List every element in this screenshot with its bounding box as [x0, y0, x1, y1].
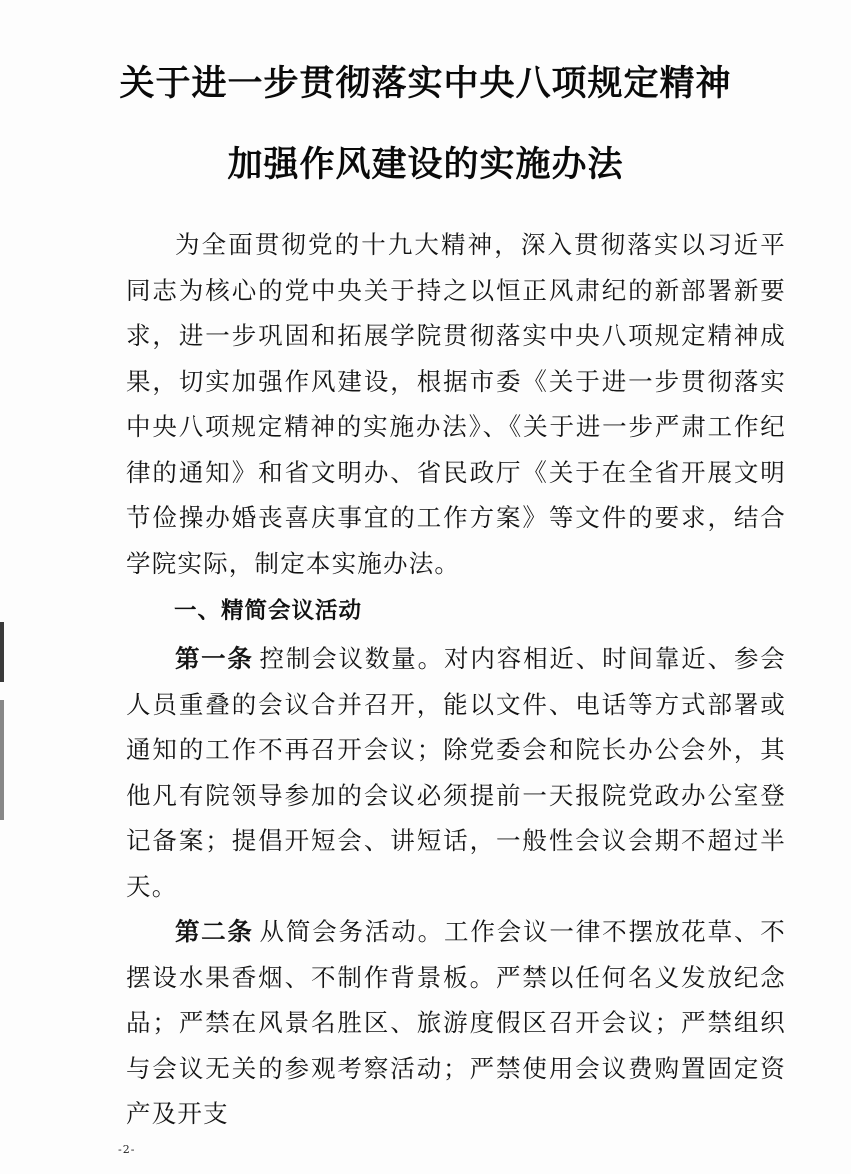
article-1-label: 第一条 — [175, 644, 254, 673]
article-2-text: 从简会务活动。工作会议一律不摆放花草、不摆设水果香烟、不制作背景板。严禁以任何名义发放纪念品；严禁在风景名胜区、旅游度假区召开会议；严禁组织与会议无关的参观考察活动；严禁使用会议费购置固定资产及开支 — [126, 917, 787, 1128]
document-title-line-1: 关于进一步贯彻落实中央八项规定精神 — [119, 64, 732, 104]
article-2-label: 第二条 — [175, 917, 254, 946]
document-title-line-2: 加强作风建设的实施办法 — [227, 145, 624, 185]
intro-paragraph: 为全面贯彻党的十九大精神，深入贯彻落实以习近平同志为核心的党中央关于持之以恒正风肃纪的新部署新要求，进一步巩固和拓展学院贯彻落实中央八项规定精神成果，切实加强作风建设，根据市委《关于进一步贯彻落实中央八项规定精神的实施办法》、《关于进一步严肃工作纪律的通知》和省文明办、省民政厅《关于在全省开展文明节俭操办婚丧喜庆事宜的工作方案》等文件的要求，结合学院实际，制定本实施办法。 — [126, 230, 786, 578]
document-body — [126, 222, 786, 1137]
binding-edge-mark — [0, 700, 4, 820]
section-heading-1: 一、精简会议活动 — [174, 598, 363, 624]
page-number: -2- — [118, 1143, 136, 1156]
article-1-paragraph — [126, 636, 786, 909]
article-2-paragraph — [126, 909, 786, 1137]
article-1-text: 控制会议数量。对内容相近、时间靠近、参会人员重叠的会议合并召开，能以文件、电话等方式部署或通知的工作不再召开会议；除党委会和院长办公会外，其他凡有院领导参加的会议必须提前一天报院党政办公室登记备案；提倡开短会、讲短话，一般性会议会期不超过半天。 — [126, 644, 787, 901]
binding-edge-mark — [0, 622, 4, 682]
